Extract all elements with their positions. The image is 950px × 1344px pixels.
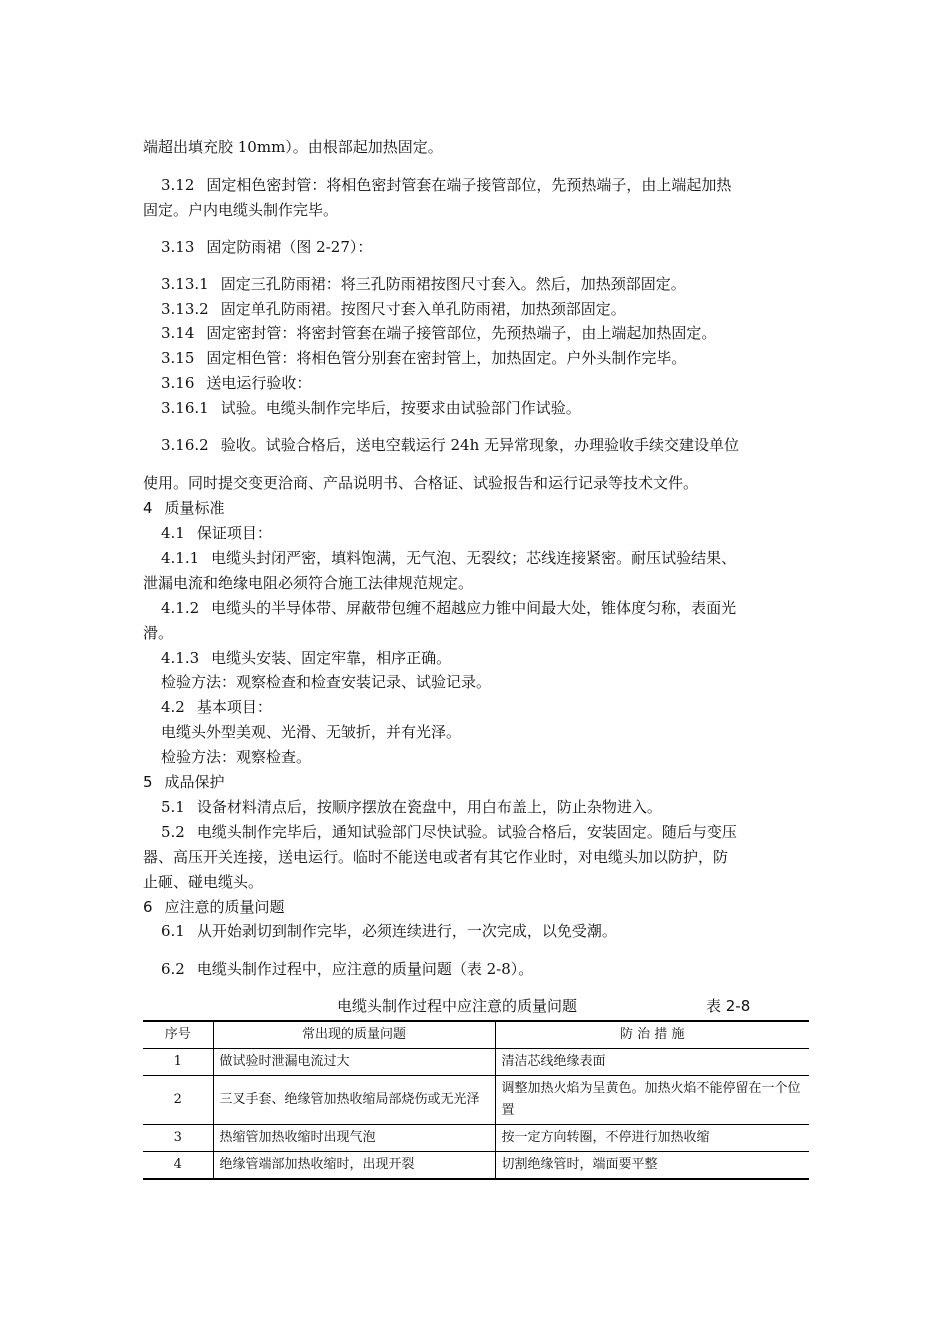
row-index: 1 — [143, 1049, 213, 1076]
text-line: 端超出填充胶 10mm）。由根部起加热固定。 — [143, 138, 443, 156]
text-line: 检验方法：观察检查和检查安装记录、试验记录。 — [161, 673, 492, 691]
text-line: 固定。户内电缆头制作完毕。 — [143, 201, 339, 219]
row-problem: 热缩管加热收缩时出现气泡 — [213, 1125, 495, 1152]
row-measure: 按一定方向转圈，不停进行加热收缩 — [495, 1125, 809, 1152]
text-line: 3.13.1 固定三孔防雨裙：将三孔防雨裙按图尺寸套入。然后，加热颈部固定。 — [161, 275, 686, 293]
text-line: 5.1 设备材料清点后，按顺序摆放在瓷盘中，用白布盖上，防止杂物进入。 — [161, 798, 662, 816]
table-row — [143, 1049, 809, 1076]
row-index: 2 — [143, 1076, 213, 1125]
text-line: 5.2 电缆头制作完毕后，通知试验部门尽快试验。试验合格后，安装固定。随后与变压 — [161, 823, 737, 841]
text-line: 6.1 从开始剥切到制作完毕，必须连续进行，一次完成，以免受潮。 — [161, 922, 617, 940]
row-index: 3 — [143, 1125, 213, 1152]
text-line: 器、高压开关连接，送电运行。临时不能送电或者有其它作业时，对电缆头加以防护，防 — [143, 848, 729, 866]
text-line: 4.1.1 电缆头封闭严密，填料饱满，无气泡、无裂纹；芯线连接紧密。耐压试验结果、 — [161, 549, 737, 567]
text-line: 止砸、碰电缆头。 — [143, 873, 264, 891]
section-heading: 5 成品保护 — [143, 773, 225, 791]
row-problem: 绝缘管端部加热收缩时，出现开裂 — [213, 1152, 495, 1180]
header-problem: 常出现的质量问题 — [213, 1021, 495, 1049]
row-measure: 切割绝缘管时，端面要平整 — [495, 1152, 809, 1180]
text-line: 泄漏电流和绝缘电阻必须符合施工法律规范规定。 — [143, 574, 474, 592]
table-row — [143, 1152, 809, 1180]
text-line: 6.2 电缆头制作过程中，应注意的质量问题（表 2-8）。 — [161, 960, 534, 978]
row-measure: 调整加热火焰为呈黄色。加热火焰不能停留在一个位置 — [495, 1076, 809, 1125]
text-line: 3.16.2 验收。试验合格后，送电空载运行 24h 无异常现象，办理验收手续交建设单位 — [161, 436, 740, 454]
header-index: 序号 — [143, 1021, 213, 1049]
text-line: 3.13 固定防雨裙（图 2-27）： — [161, 238, 373, 256]
text-line: 使用。同时提交变更洽商、产品说明书、合格证、试验报告和运行记录等技术文件。 — [143, 474, 699, 492]
text-line: 4.1.3 电缆头安装、固定牢靠，相序正确。 — [161, 649, 452, 667]
text-line: 3.15 固定相色管：将相色管分别套在密封管上，加热固定。户外头制作完毕。 — [161, 349, 687, 367]
text-line: 3.16.1 试验。电缆头制作完毕后，按要求由试验部门作试验。 — [161, 399, 581, 417]
text-line: 3.14 固定密封管：将密封管套在端子接管部位，先预热端子，由上端起加热固定。 — [161, 324, 717, 342]
table-row — [143, 1125, 809, 1152]
row-problem: 做试验时泄漏电流过大 — [213, 1049, 495, 1076]
table-header-row — [143, 1021, 809, 1049]
quality-issues-table — [143, 1020, 809, 1180]
row-problem: 三叉手套、绝缘管加热收缩局部烧伤或无光泽 — [213, 1076, 495, 1125]
section-heading: 4 质量标准 — [143, 499, 225, 517]
text-line: 检验方法：观察检查。 — [161, 748, 312, 766]
text-line: 电缆头外型美观、光滑、无皱折，并有光泽。 — [161, 723, 462, 741]
row-measure: 清洁芯线绝缘表面 — [495, 1049, 809, 1076]
section-heading: 6 应注意的质量问题 — [143, 898, 285, 916]
text-line: 4.2 基本项目： — [161, 698, 272, 716]
text-line: 3.12 固定相色密封管：将相色密封管套在端子接管部位，先预热端子，由上端起加热 — [161, 176, 732, 194]
row-index: 4 — [143, 1152, 213, 1180]
text-line: 4.1 保证项目： — [161, 524, 272, 542]
table-number: 表 2-8 — [706, 997, 751, 1015]
text-line: 滑。 — [143, 624, 174, 642]
table-row — [143, 1076, 809, 1125]
text-line: 4.1.2 电缆头的半导体带、屏蔽带包缠不超越应力锥中间最大处，锥体度匀称，表面光 — [161, 599, 737, 617]
header-measure: 防 治 措 施 — [495, 1021, 809, 1049]
text-line: 3.16 送电运行验收： — [161, 374, 312, 392]
table-title: 电缆头制作过程中应注意的质量问题 — [337, 997, 578, 1015]
text-line: 3.13.2 固定单孔防雨裙。按图尺寸套入单孔防雨裙，加热颈部固定。 — [161, 300, 626, 318]
